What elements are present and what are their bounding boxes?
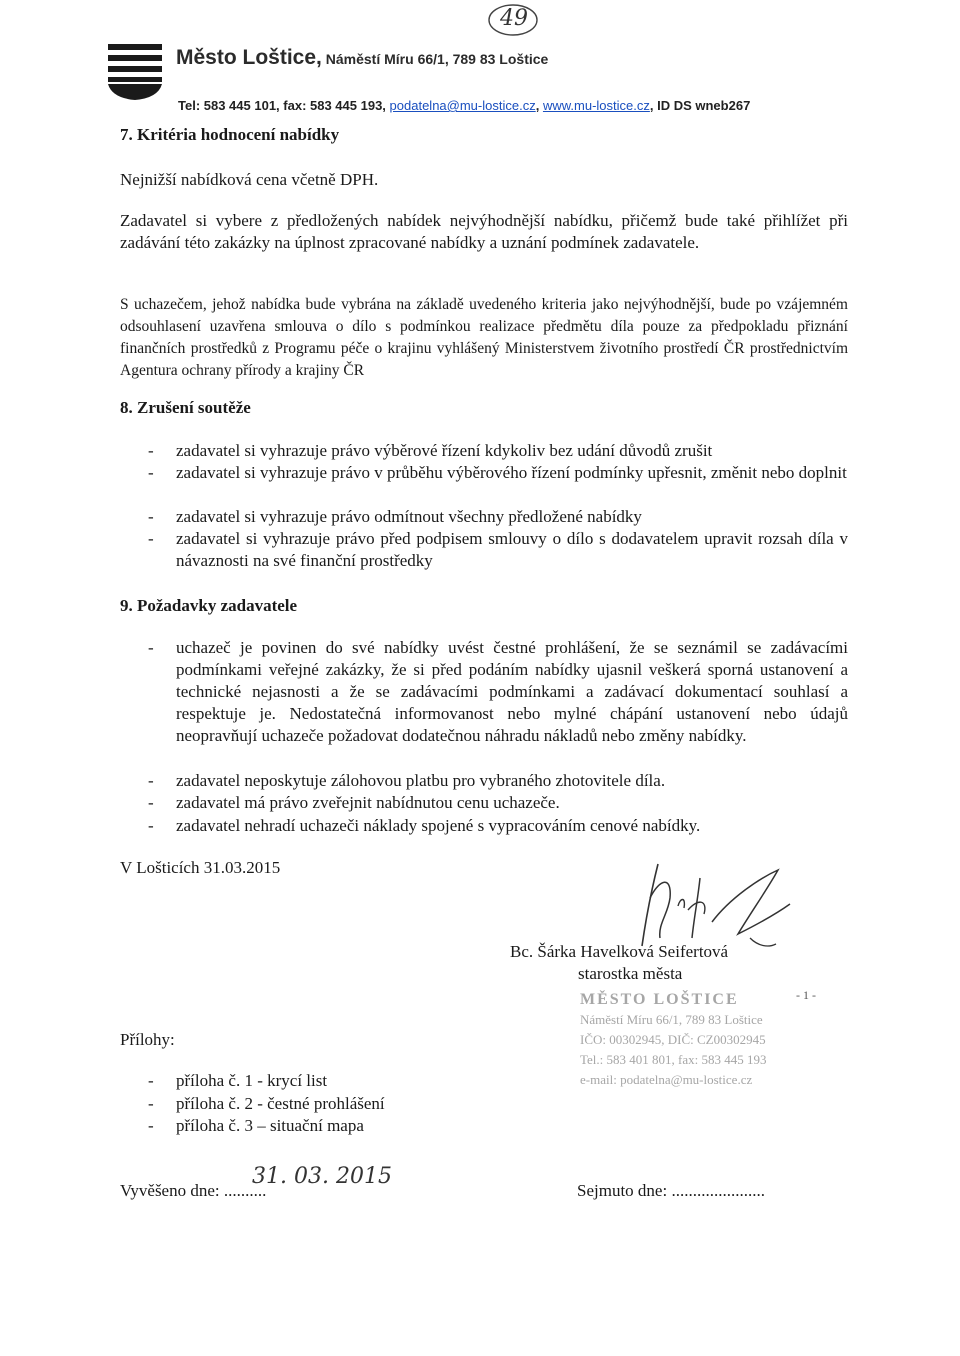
posted-handwritten-date: 31. 03. 2015 <box>252 1164 392 1189</box>
section8-item-text: zadavatel si vyhrazuje právo výběrové řízení kdykoliv bez udání důvodů zrušit <box>176 441 713 460</box>
header-ds: , ID DS wneb267 <box>649 98 751 113</box>
section8-item: - zadavatel si vyhrazuje právo výběrové řízení kdykoliv bez udání důvodů zrušit <box>148 440 848 462</box>
section9-title: 9. Požadavky zadavatele <box>120 596 298 615</box>
section7-paragraph-1: Zadavatel si vybere z předložených nabídek nejvýhodnější nabídku, přičemž bude také přihlížet při zadávání této zakázky na úplnost zpracované nabídky a uznání podmínek zadavatele. <box>120 211 848 252</box>
stamp-line-2: IČO: 00302945, DIČ: CZ00302945 <box>580 1032 766 1047</box>
page-number-text: 49 <box>500 6 528 31</box>
removed-line <box>577 1181 765 1201</box>
section9-item-text: zadavatel neposkytuje zálohovou platbu pro vybraného zhotovitele díla. <box>176 771 666 790</box>
section9-item-text: zadavatel nehradí uchazeči náklady spojené s vypracováním cenové nabídky. <box>176 816 701 835</box>
attachment-item-text: příloha č. 3 – situační mapa <box>176 1116 364 1135</box>
removed-dots: ...................... <box>671 1181 765 1200</box>
section8-item: - zadavatel si vyhrazuje právo odmítnout všechny předložené nabídky <box>148 506 848 528</box>
page-number-mark <box>486 2 540 38</box>
stamp-line-1: Náměstí Míru 66/1, 789 83 Loštice <box>580 1012 763 1027</box>
signatory-name: Bc. Šárka Havelková Seifertová <box>510 942 729 961</box>
stamp-line-3: Tel.: 583 401 801, fax: 583 445 193 <box>580 1052 767 1067</box>
attachment-item: - příloha č. 2 - čestné prohlášení <box>148 1093 548 1115</box>
section8-title: 8. Zrušení soutěže <box>120 398 251 417</box>
header-tel-fax: Tel: 583 445 101, fax: 583 445 193, <box>178 98 386 113</box>
posted-dots: .......... <box>223 1181 267 1200</box>
header-separator: , <box>535 98 540 113</box>
official-stamp <box>580 990 830 1100</box>
section8-item: - zadavatel si vyhrazuje právo v průběhu výběrového řízení podmínky upřesnit, změnit nebo doplnit <box>148 463 847 482</box>
city-logo-icon <box>108 44 162 100</box>
attachment-item: - příloha č. 3 – situační mapa <box>148 1115 548 1137</box>
section8-item-text: zadavatel si vyhrazuje právo před podpisem smlouvy o dílo s dodavatelem upravit rozsah díla v návaznosti na své finanční prostředky <box>176 529 848 570</box>
section9-item: - zadavatel neposkytuje zálohovou platbu pro vybraného zhotovitele díla. <box>148 770 848 792</box>
attachment-item-text: příloha č. 2 - čestné prohlášení <box>176 1094 385 1113</box>
section7-criterion: Nejnižší nabídková cena včetně DPH. <box>120 170 379 189</box>
posted-label: Vyvěšeno dne: <box>120 1181 224 1200</box>
header-title <box>176 46 548 70</box>
attachment-item: - příloha č. 1 - krycí list <box>148 1070 548 1092</box>
section9-item-text: zadavatel má právo zveřejnit nabídnutou cenu uchazeče. <box>176 793 560 812</box>
removed-label: Sejmuto dne: <box>577 1181 672 1200</box>
section9-item: - zadavatel má právo zveřejnit nabídnutou cenu uchazeče. <box>148 792 848 814</box>
date-line: V Lošticích 31.03.2015 <box>120 858 281 877</box>
section9-item-text: uchazeč je povinen do své nabídky uvést čestné prohlášení, že se seznámil se zadávacími podmínkami veřejné zakázky, že si před podáním nabídky ujasnil veškerá sporná ustanovení a technické nejasnosti a že se zadávacími podmínkami a zadávací dokumentací souhlasí a respektuje je. Nedostatečná informovanost nebo mylné chápání ustanovení nebo údajů neopravňují uchazeče požadovat dodatečnou náhradu nákladů nebo změny nabídky. <box>176 638 848 745</box>
attachment-item-text: příloha č. 1 - krycí list <box>176 1071 328 1090</box>
header-city: Město Loštice, <box>176 46 322 69</box>
section7-paragraph-2: S uchazečem, jehož nabídka bude vybrána na základě uvedeného kriteria jako nejvýhodnější, bude po vzájemném odsouhlasení uzavřena smlouva o dílo s podmínkou realizace předmětu díla pouze za předpokladu přiznání finančních prostředků z Programu péče o krajinu vyhlášený Ministerstvem životního prostředí ČR prostřednictvím Agentura ochrany přírody a krajiny ČR <box>120 296 848 379</box>
section9-item: - uchazeč je povinen do své nabídky uvést čestné prohlášení, že se seznámil se zadávacími podmínkami veřejné zakázky, že si před podáním nabídky ujasnil veškerá sporná ustanovení a technické nejasnosti a že se zadávacími podmínkami a zadávací dokumentací souhlasí a respektuje je. Nedostatečná informovanost nebo mylné chápání ustanovení nebo údajů neopravňují uchazeče požadovat dodatečnou náhradu nákladů nebo změny nabídky. <box>148 638 848 745</box>
stamp-line-4: e-mail: podatelna@mu-lostice.cz <box>580 1072 753 1087</box>
header-email-link[interactable]: podatelna@mu-lostice.cz <box>389 98 536 113</box>
posted-line <box>120 1181 266 1201</box>
header-web-link[interactable]: www.mu-lostice.cz <box>542 98 650 113</box>
attachments-title: Přílohy: <box>120 1030 175 1049</box>
section9-item: - zadavatel nehradí uchazeči náklady spojené s vypracováním cenové nabídky. <box>148 815 848 837</box>
signatory-role: starostka města <box>578 964 683 983</box>
section8-item-text: zadavatel si vyhrazuje právo odmítnout všechny předložené nabídky <box>176 507 642 526</box>
stamp-page-number: - 1 - <box>796 988 816 1002</box>
stamp-title: MĚSTO LOŠTICE <box>580 991 739 1008</box>
section8-item-text: zadavatel si vyhrazuje právo v průběhu výběrového řízení podmínky upřesnit, změnit nebo doplnit <box>176 463 847 482</box>
header-address: Náměstí Míru 66/1, 789 83 Loštice <box>321 51 549 67</box>
section8-item: - zadavatel si vyhrazuje právo před podpisem smlouvy o dílo s dodavatelem upravit rozsah díla v návaznosti na své finanční prostředky <box>148 529 848 570</box>
header-contact <box>178 98 750 113</box>
section7-title: 7. Kritéria hodnocení nabídky <box>120 125 340 144</box>
